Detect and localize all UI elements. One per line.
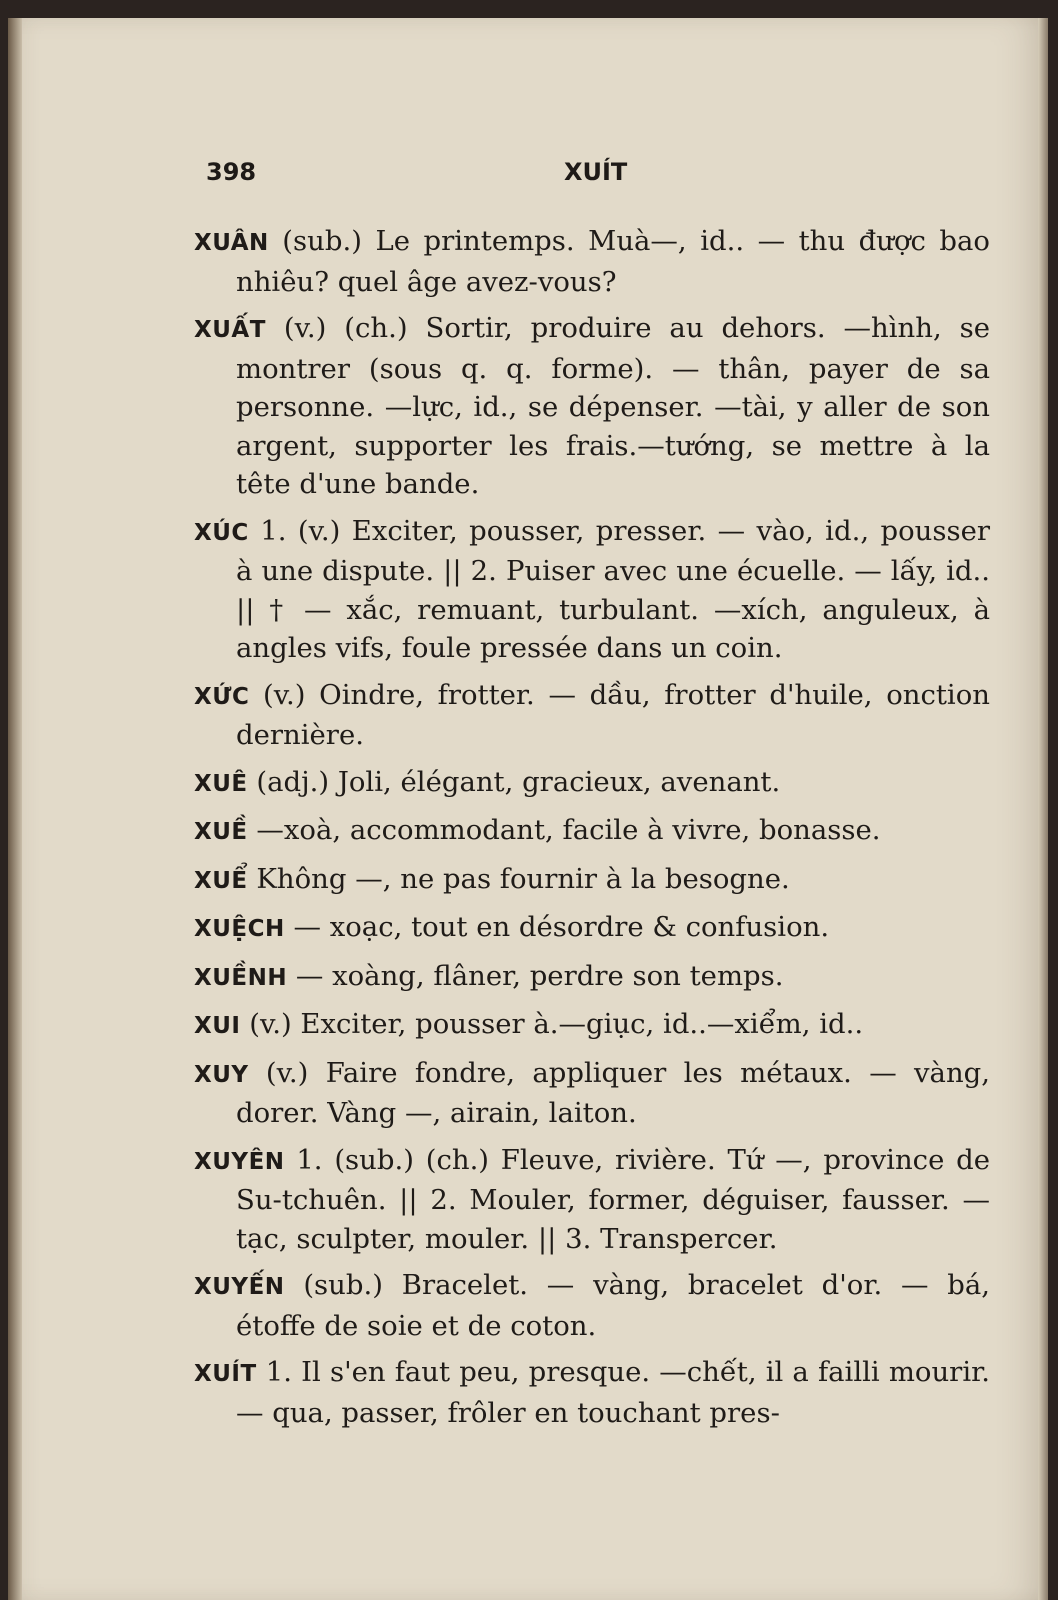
entry-definition: (v.) Oindre, frotter. — dầu, frotter d'huile, onction dernière.	[236, 678, 990, 751]
entry-definition: (adj.) Joli, élégant, gracieux, avenant.	[256, 765, 781, 798]
entry-definition: 1. (v.) Exciter, pousser, presser. — vào, id., pousser à une dispute. || 2. Puiser avec une écuelle. — lấy, id.. || † — xắc, remuant, turbulant. —xích, anguleux, à angles vifs, foule pressée dans un coin.	[236, 514, 990, 664]
page-number: 398	[206, 158, 257, 186]
entry-definition: — xoạc, tout en désordre & confusion.	[293, 911, 830, 943]
dictionary-entry	[194, 1054, 990, 1133]
entry-headword: XUYÊN	[194, 1148, 285, 1175]
dictionary-entry	[194, 1141, 990, 1259]
entry-definition: — xoàng, flâner, perdre son temps.	[295, 959, 784, 992]
entry-definition: (v.) Faire fondre, appliquer les métaux. — vàng, dorer. Vàng —, airain, laiton.	[236, 1056, 990, 1129]
entry-headword: XUÊ	[194, 770, 248, 797]
entry-definition: (sub.) Le printemps. Muà—, id.. — thu được bao nhiêu? quel âge avez-vous?	[236, 225, 990, 298]
dictionary-entry	[194, 222, 990, 301]
entry-headword: XUỂ	[194, 867, 248, 894]
dictionary-entry	[194, 957, 990, 998]
entry-headword: XUÍT	[194, 1361, 257, 1387]
entry-headword: XUI	[194, 1013, 241, 1039]
entry-definition: 1. Il s'en faut peu, presque. —chết, il a failli mourir. — qua, passer, frôler en touchant pres-	[236, 1356, 990, 1429]
dictionary-entry	[194, 1353, 990, 1432]
entry-definition: (v.) (ch.) Sortir, produire au dehors. —hình, se montrer (sous q. q. forme). — thân, payer de sa personne. —lực, id., se dépenser. —tài, y aller de son argent, supporter les frais.—tướng, se mettre à la tête d'une bande.	[236, 312, 991, 500]
dictionary-entry	[194, 811, 990, 852]
running-title: XUÍT	[564, 158, 628, 186]
page-edge	[1038, 18, 1048, 1600]
entry-headword: XUỀNH	[194, 964, 288, 991]
dictionary-entry	[194, 1266, 990, 1345]
entry-headword: XÚC	[194, 519, 249, 546]
dictionary-entry	[194, 908, 990, 949]
entry-headword: XUỀ	[194, 819, 248, 845]
dictionary-entries	[194, 222, 990, 1440]
dictionary-entry	[194, 309, 990, 504]
entry-headword: XUỆCH	[194, 916, 285, 942]
entry-definition: Không —, ne pas fournir à la besogne.	[256, 862, 790, 895]
entry-definition: (v.) Exciter, pousser à.—giục, id..—xiểm, id..	[249, 1008, 864, 1040]
dictionary-entry	[194, 1005, 990, 1046]
dictionary-entry	[194, 512, 990, 668]
entry-headword: XỨC	[194, 683, 250, 710]
page-header	[206, 158, 726, 198]
entry-definition: 1. (sub.) (ch.) Fleuve, rivière. Tứ —, province de Su-tchuên. || 2. Mouler, former, déguiser, fausser. — tạc, sculpter, mouler. || 3. Transpercer.	[236, 1143, 990, 1255]
entry-headword: XUÂN	[194, 230, 269, 256]
book-page	[8, 18, 1048, 1600]
book-spine	[8, 18, 22, 1600]
entry-headword: XUYẾN	[194, 1274, 285, 1300]
dictionary-entry	[194, 676, 990, 755]
entry-definition: (sub.) Bracelet. — vàng, bracelet d'or. — bá, étoffe de soie et de coton.	[236, 1269, 990, 1342]
dictionary-entry	[194, 763, 990, 804]
entry-headword: XUY	[194, 1061, 249, 1088]
entry-definition: —xoà, accommodant, facile à vivre, bonasse.	[256, 814, 881, 846]
entry-headword: XUẤT	[194, 317, 266, 343]
dictionary-entry	[194, 860, 990, 901]
